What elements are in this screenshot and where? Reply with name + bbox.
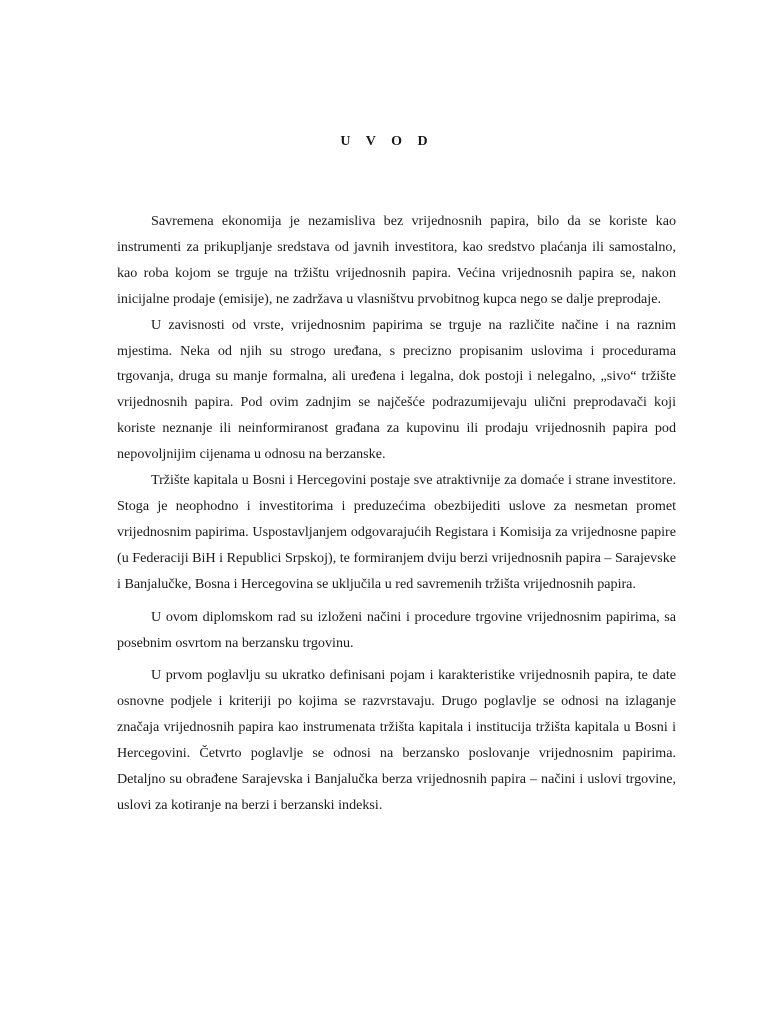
page-title: U V O D xyxy=(340,134,434,149)
document-body xyxy=(117,209,676,819)
paragraph-1: Savremena ekonomija je nezamisliva bez vrijednosnih papira, bilo da se koriste kao instrumenti za prikupljanje sredstava od javnih investitora, kao sredstvo plaćanja ili samostalno, kao roba kojom se trguje na tržištu vrijednosnih papira. Većina vrijednosnih papira se, nakon inicijalne prodaje (emisije), ne zadržava u vlasništvu prvobitnog kupca nego se dalje preprodaje. xyxy=(117,213,676,307)
paragraph-4: U ovom diplomskom rad su izloženi načini i procedure trgovine vrijednosnim papirima, sa posebnim osvrtom na berzansku trgovinu. xyxy=(117,608,676,651)
paragraph-3: Tržište kapitala u Bosni i Hercegovini postaje sve atraktivnije za domaće i strane investitore. Stoga je neophodno i investitorima i preduzećima obezbijediti uslove za nesmetan promet vrijednosnim papirima. Uspostavljanjem odgovarajućih Registara i Komisija za vrijednosne papire (u Federaciji BiH i Republici Srpskoj), te formiranjem dviju berzi vrijednosnih papira – Sarajevske i Banjalučke, Bosna i Hercegovina se uključila u red savremenih tržišta vrijednosnih papira. xyxy=(117,472,676,592)
paragraph-5: U prvom poglavlju su ukratko definisani pojam i karakteristike vrijednosnih papira, te date osnovne podjele i kriteriji po kojima se razvrstavaju. Drugo poglavlje se odnosi na izlaganje značaja vrijednosnih papira kao instrumenata tržišta kapitala i institucija tržišta kapitala u Bosni i Hercegovini. Četvrto poglavlje se odnosi na berzansko poslovanje vrijednosnim papirima. Detaljno su obrađene Sarajevska i Banjalučka berza vrijednosnih papira – načini i uslovi trgovine, uslovi za kotiranje na berzi i berzanski indeksi. xyxy=(117,667,676,813)
paragraph-2: U zavisnosti od vrste, vrijednosnim papirima se trguje na različite načine i na raznim mjestima. Neka od njih su strogo uređana, s precizno propisanim uslovima i procedurama trgovanja, druga su manje formalna, ali uređena i legalna, dok postoji i nelegalno, „sivo“ tržište vrijednosnih papira. Pod ovim zadnjim se najčešće podrazumijevaju ulični preprodavači koji koriste neznanje ili neinformiranost građana za kupovinu ili prodaju vrijednosnih papira pod nepovoljnijim cijenama u odnosu na berzanske. xyxy=(117,316,676,463)
